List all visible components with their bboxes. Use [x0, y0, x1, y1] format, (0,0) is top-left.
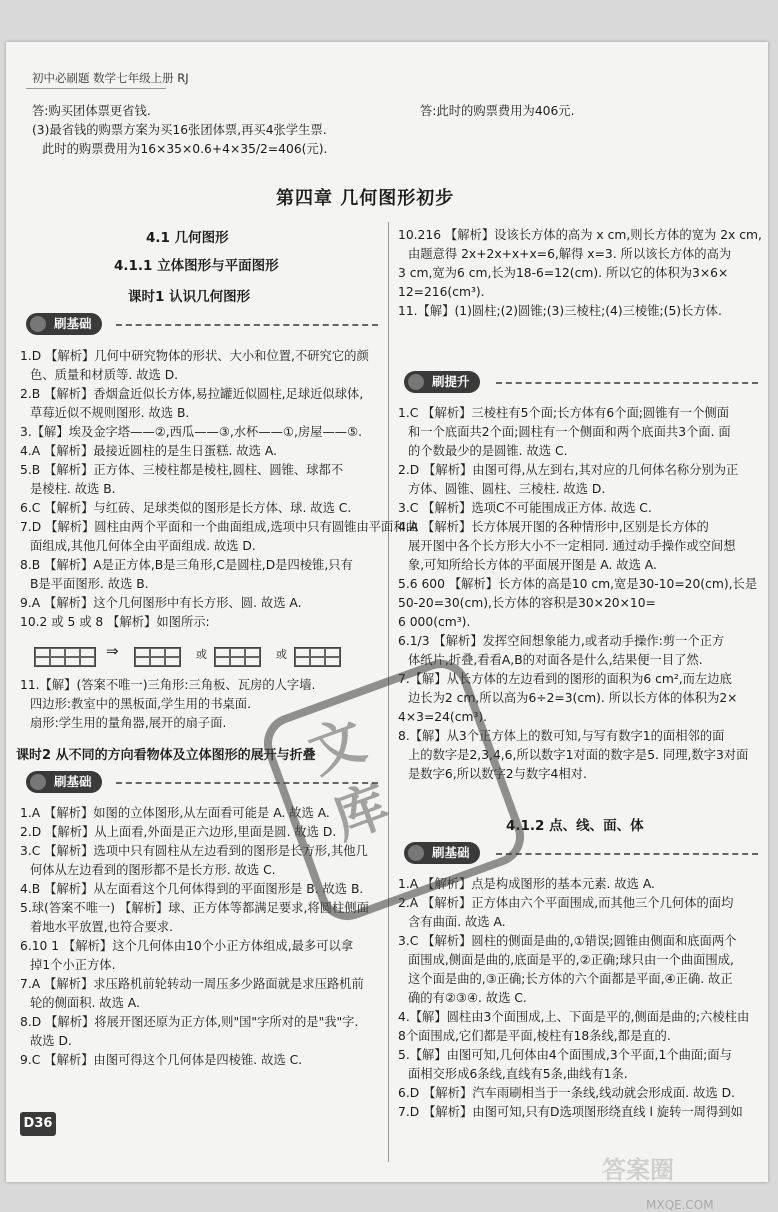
section-heading: 4.1.2 点、线、面、体: [506, 818, 644, 834]
text-line: 2.D 【解析】从上面看,外面是正六边形,里面是圆. 故选 D.: [20, 825, 337, 839]
text-line: 8.D 【解析】将展开图还原为正方体,则"国"字所对的是"我"字.: [20, 1015, 359, 1029]
chapter-title: 第四章 几何图形初步: [276, 188, 455, 209]
text-line: 9.A 【解析】这个几何图形中有长方形、圆. 故选 A.: [20, 596, 302, 610]
text-line: 面组成,其他几何体全由平面组成. 故选 D.: [30, 539, 256, 553]
arrow-icon: ⇒: [106, 642, 119, 660]
text-line: 10.2 或 5 或 8 【解析】如图所示:: [20, 615, 210, 629]
text-line: 体纸片,折叠,看看A,B的对面各是什么,结果便一目了然.: [408, 653, 703, 667]
text-line: 含有曲面. 故选 A.: [408, 915, 506, 929]
section-heading: 4.1.1 立体图形与平面图形: [114, 258, 279, 274]
text-line: 7.D 【解析】圆柱由两个平面和一个曲面组成,选项中只有圆锥由平面和曲: [20, 520, 418, 534]
text-line: 答:购买团体票更省钱.: [32, 104, 151, 118]
badge-jichu: [26, 313, 102, 335]
text-line: 11.【解】(答案不唯一)三角形:三角板、瓦房的人字墙.: [20, 678, 316, 692]
text-line: 6 000(cm³).: [398, 615, 471, 629]
badge-tisheng: [404, 371, 480, 393]
lesson-heading: 课时1 认识几何图形: [128, 289, 251, 305]
text-line: 和一个底面共2个面;圆柱有一个侧面和两个底面共3个面. 面: [408, 425, 731, 439]
text-line: 扇形:学生用的量角器,展开的扇子面.: [30, 716, 227, 730]
text-line: 4.B 【解析】从左面看这个几何体得到的平面图形是 B. 故选 B.: [20, 882, 364, 896]
text-line: 4.【解】圆柱由3个面围成,上、下面是平的,侧面是曲的;六棱柱由: [398, 1010, 750, 1024]
text-line: 5.B 【解析】正方体、三棱柱都是棱柱,圆柱、圆锥、球都不: [20, 463, 344, 477]
running-header: 初中必刷题 数学七年级上册 RJ: [32, 71, 189, 85]
text-line: 6.1/3 【解析】发挥空间想象能力,或者动手操作:剪一个正方: [398, 634, 725, 648]
grid-figure: [214, 647, 261, 667]
text-line: 面相交形成6条线,直线有5条,曲线有1条.: [408, 1067, 628, 1081]
text-line: 由题意得 2x+2x+x+x=6,解得 x=3. 所以该长方体的高为: [408, 247, 732, 261]
badge-rule: [116, 324, 378, 326]
badge-rule: [496, 853, 758, 855]
text-line: 象,可知所给长方体的平面展开图是 A. 故选 A.: [408, 558, 657, 572]
text-line: 3.C 【解析】选项中只有圆柱从左边看到的图形是长方形,其他几: [20, 844, 368, 858]
badge-jichu: [26, 771, 102, 793]
brush-icon: [408, 374, 424, 390]
watermark-site: MXQE.COM: [646, 1198, 714, 1212]
brush-icon: [30, 316, 46, 332]
grid-figure: [34, 647, 96, 667]
text-line: 展开图中各个长方形大小不一定相同. 通过动手操作或空间想: [408, 539, 736, 553]
header-rule: [26, 88, 166, 89]
text-line: 6.D 【解析】汽车雨刷相当于一条线,线动就会形成面. 故选 D.: [398, 1086, 735, 1100]
text-line: 3.C 【解析】选项C不可能围成正方体. 故选 C.: [398, 501, 652, 515]
text-line: 轮的侧面积. 故选 A.: [30, 996, 140, 1010]
text-line: 的个数最少的是圆锥. 故选 C.: [408, 444, 568, 458]
text-line: 1.A 【解析】如图的立体图形,从左面看可能是 A. 故选 A.: [20, 806, 330, 820]
badge-rule: [496, 382, 758, 384]
text-line: 色、质量和材质等. 故选 D.: [30, 368, 179, 382]
text-line: 9.C 【解析】由图可得这个几何体是四棱锥. 故选 C.: [20, 1053, 303, 1067]
text-line: 2.A 【解析】正方体由六个平面围成,而其他三个几何体的面均: [398, 896, 734, 910]
text-line: (3)最省钱的购票方案为买16张团体票,再买4张学生票.: [32, 123, 327, 137]
text-line: 4×3=24(cm³).: [398, 710, 488, 724]
badge-label: 刷提升: [432, 374, 470, 389]
text-line: 3.【解】埃及金字塔——②,西瓜——③,水杯——①,房屋——⑤.: [20, 425, 362, 439]
text-line: 这个面是曲的,③正确;长方体的六个面都是平面,④正确. 故正: [408, 972, 733, 986]
text-line: 掉1个小正方体.: [30, 958, 116, 972]
text-line: 1.D 【解析】几何中研究物体的形状、大小和位置,不研究它的颜: [20, 349, 369, 363]
text-line: 着地水平放置,也符合要求.: [30, 920, 174, 934]
text-line: 12=216(cm³).: [398, 285, 485, 299]
brush-icon: [30, 774, 46, 790]
watermark-stamp-text: 文 库: [300, 707, 397, 852]
text-line: 上的数字是2,3,4,6,所以数字1对面的数字是5. 同理,数字3对面: [408, 748, 749, 762]
text-line: 1.A 【解析】点是构成图形的基本元素. 故选 A.: [398, 877, 655, 891]
text-line: 8.【解】从3个正方体上的数可知,与写有数字1的面相邻的面: [398, 729, 725, 743]
text-line: 四边形:教室中的黑板面,学生用的书桌面.: [30, 697, 252, 711]
text-line: 6.C 【解析】与红砖、足球类似的图形是长方体、球. 故选 C.: [20, 501, 352, 515]
text-line: 5.球(答案不唯一) 【解析】球、正方体等都满足要求,将圆柱侧面: [20, 901, 369, 915]
text-line: 2.D 【解析】由图可得,从左到右,其对应的几何体名称分别为正: [398, 463, 739, 477]
text-line: 4.A 【解析】最接近圆柱的是生日蛋糕. 故选 A.: [20, 444, 277, 458]
text-line: 7.D 【解析】由图可知,只有D选项图形绕直线 l 旋转一周得到如: [398, 1105, 743, 1119]
text-line: 8.B 【解析】A是正方体,B是三角形,C是圆柱,D是四棱锥,只有: [20, 558, 353, 572]
text-line: 3.C 【解析】圆柱的侧面是曲的,①错误;圆锥由侧面和底面两个: [398, 934, 737, 948]
text-line: 7.A 【解析】求压路机前轮转动一周压多少路面就是求压路机前: [20, 977, 364, 991]
text-line: 面围成,侧面是曲的,底面是平的,②正确;球只由一个曲面围成,: [408, 953, 734, 967]
text-line: 11.【解】(1)圆柱;(2)圆锥;(3)三棱柱;(4)三棱锥;(5)长方体.: [398, 304, 722, 318]
text-line: 草莓近似不规则图形. 故选 B.: [30, 406, 190, 420]
watermark-logo: 答案圈: [602, 1156, 674, 1184]
text-line: 1.C 【解析】三棱柱有5个面;长方体有6个面;圆锥有一个侧面: [398, 406, 729, 420]
text-line: 确的有②③④. 故选 C.: [408, 991, 527, 1005]
lesson-heading: 课时2 从不同的方向看物体及立体图形的展开与折叠: [16, 748, 316, 763]
text-line: 50-20=30(cm),长方体的容积是30×20×10=: [398, 596, 656, 610]
text-line: 7.【解】从长方体的左边看到的图形的面积为6 cm²,而左边底: [398, 672, 732, 686]
text-line: 4.A 【解析】长方体展开图的各种情形中,区别是长方体的: [398, 520, 709, 534]
text-line: 故选 D.: [30, 1034, 72, 1048]
or-label: 或: [276, 648, 287, 661]
or-label: 或: [196, 648, 207, 661]
text-line: 3 cm,宽为6 cm,长为18-6=12(cm). 所以它的体积为3×6×: [398, 266, 729, 280]
grid-figure: [134, 647, 181, 667]
text-line: 是数字6,所以数字2与数字4相对.: [408, 767, 587, 781]
text-line: 答:此时的购票费用为406元.: [420, 104, 575, 118]
badge-label: 刷基础: [54, 774, 92, 789]
text-line: 方体、圆锥、圆柱、三棱柱. 故选 D.: [408, 482, 606, 496]
text-line: 何体从左边看到的图形都不是长方形. 故选 C.: [30, 863, 276, 877]
text-line: B是平面图形. 故选 B.: [30, 577, 149, 591]
text-line: 5.6 600 【解析】长方体的高是10 cm,宽是30-10=20(cm),长是: [398, 577, 758, 591]
text-line: 2.B 【解析】香烟盒近似长方体,易拉罐近似圆柱,足球近似球体,: [20, 387, 364, 401]
badge-label: 刷基础: [432, 845, 470, 860]
badge-label: 刷基础: [54, 316, 92, 331]
section-heading: 4.1 几何图形: [146, 230, 229, 246]
book-page: [6, 42, 768, 1212]
page-number: D36: [20, 1112, 56, 1136]
text-line: 10.216 【解析】设该长方体的高为 x cm,则长方体的宽为 2x cm,: [398, 228, 762, 242]
text-line: 是棱柱. 故选 B.: [30, 482, 116, 496]
text-line: 边长为2 cm,所以高为6÷2=3(cm). 所以长方体的体积为2×: [408, 691, 738, 705]
text-line: 6.10 1 【解析】这个几何体由10个小正方体组成,最多可以拿: [20, 939, 354, 953]
text-line: 8个面围成,它们都是平面,棱柱有18条线,都是直的.: [398, 1029, 671, 1043]
text-line: 此时的购票费用为16×35×0.6+4×35/2=406(元).: [42, 142, 328, 156]
text-line: 5.【解】由图可知,几何体由4个面围成,3个平面,1个曲面;面与: [398, 1048, 732, 1062]
grid-figure: [294, 647, 341, 667]
